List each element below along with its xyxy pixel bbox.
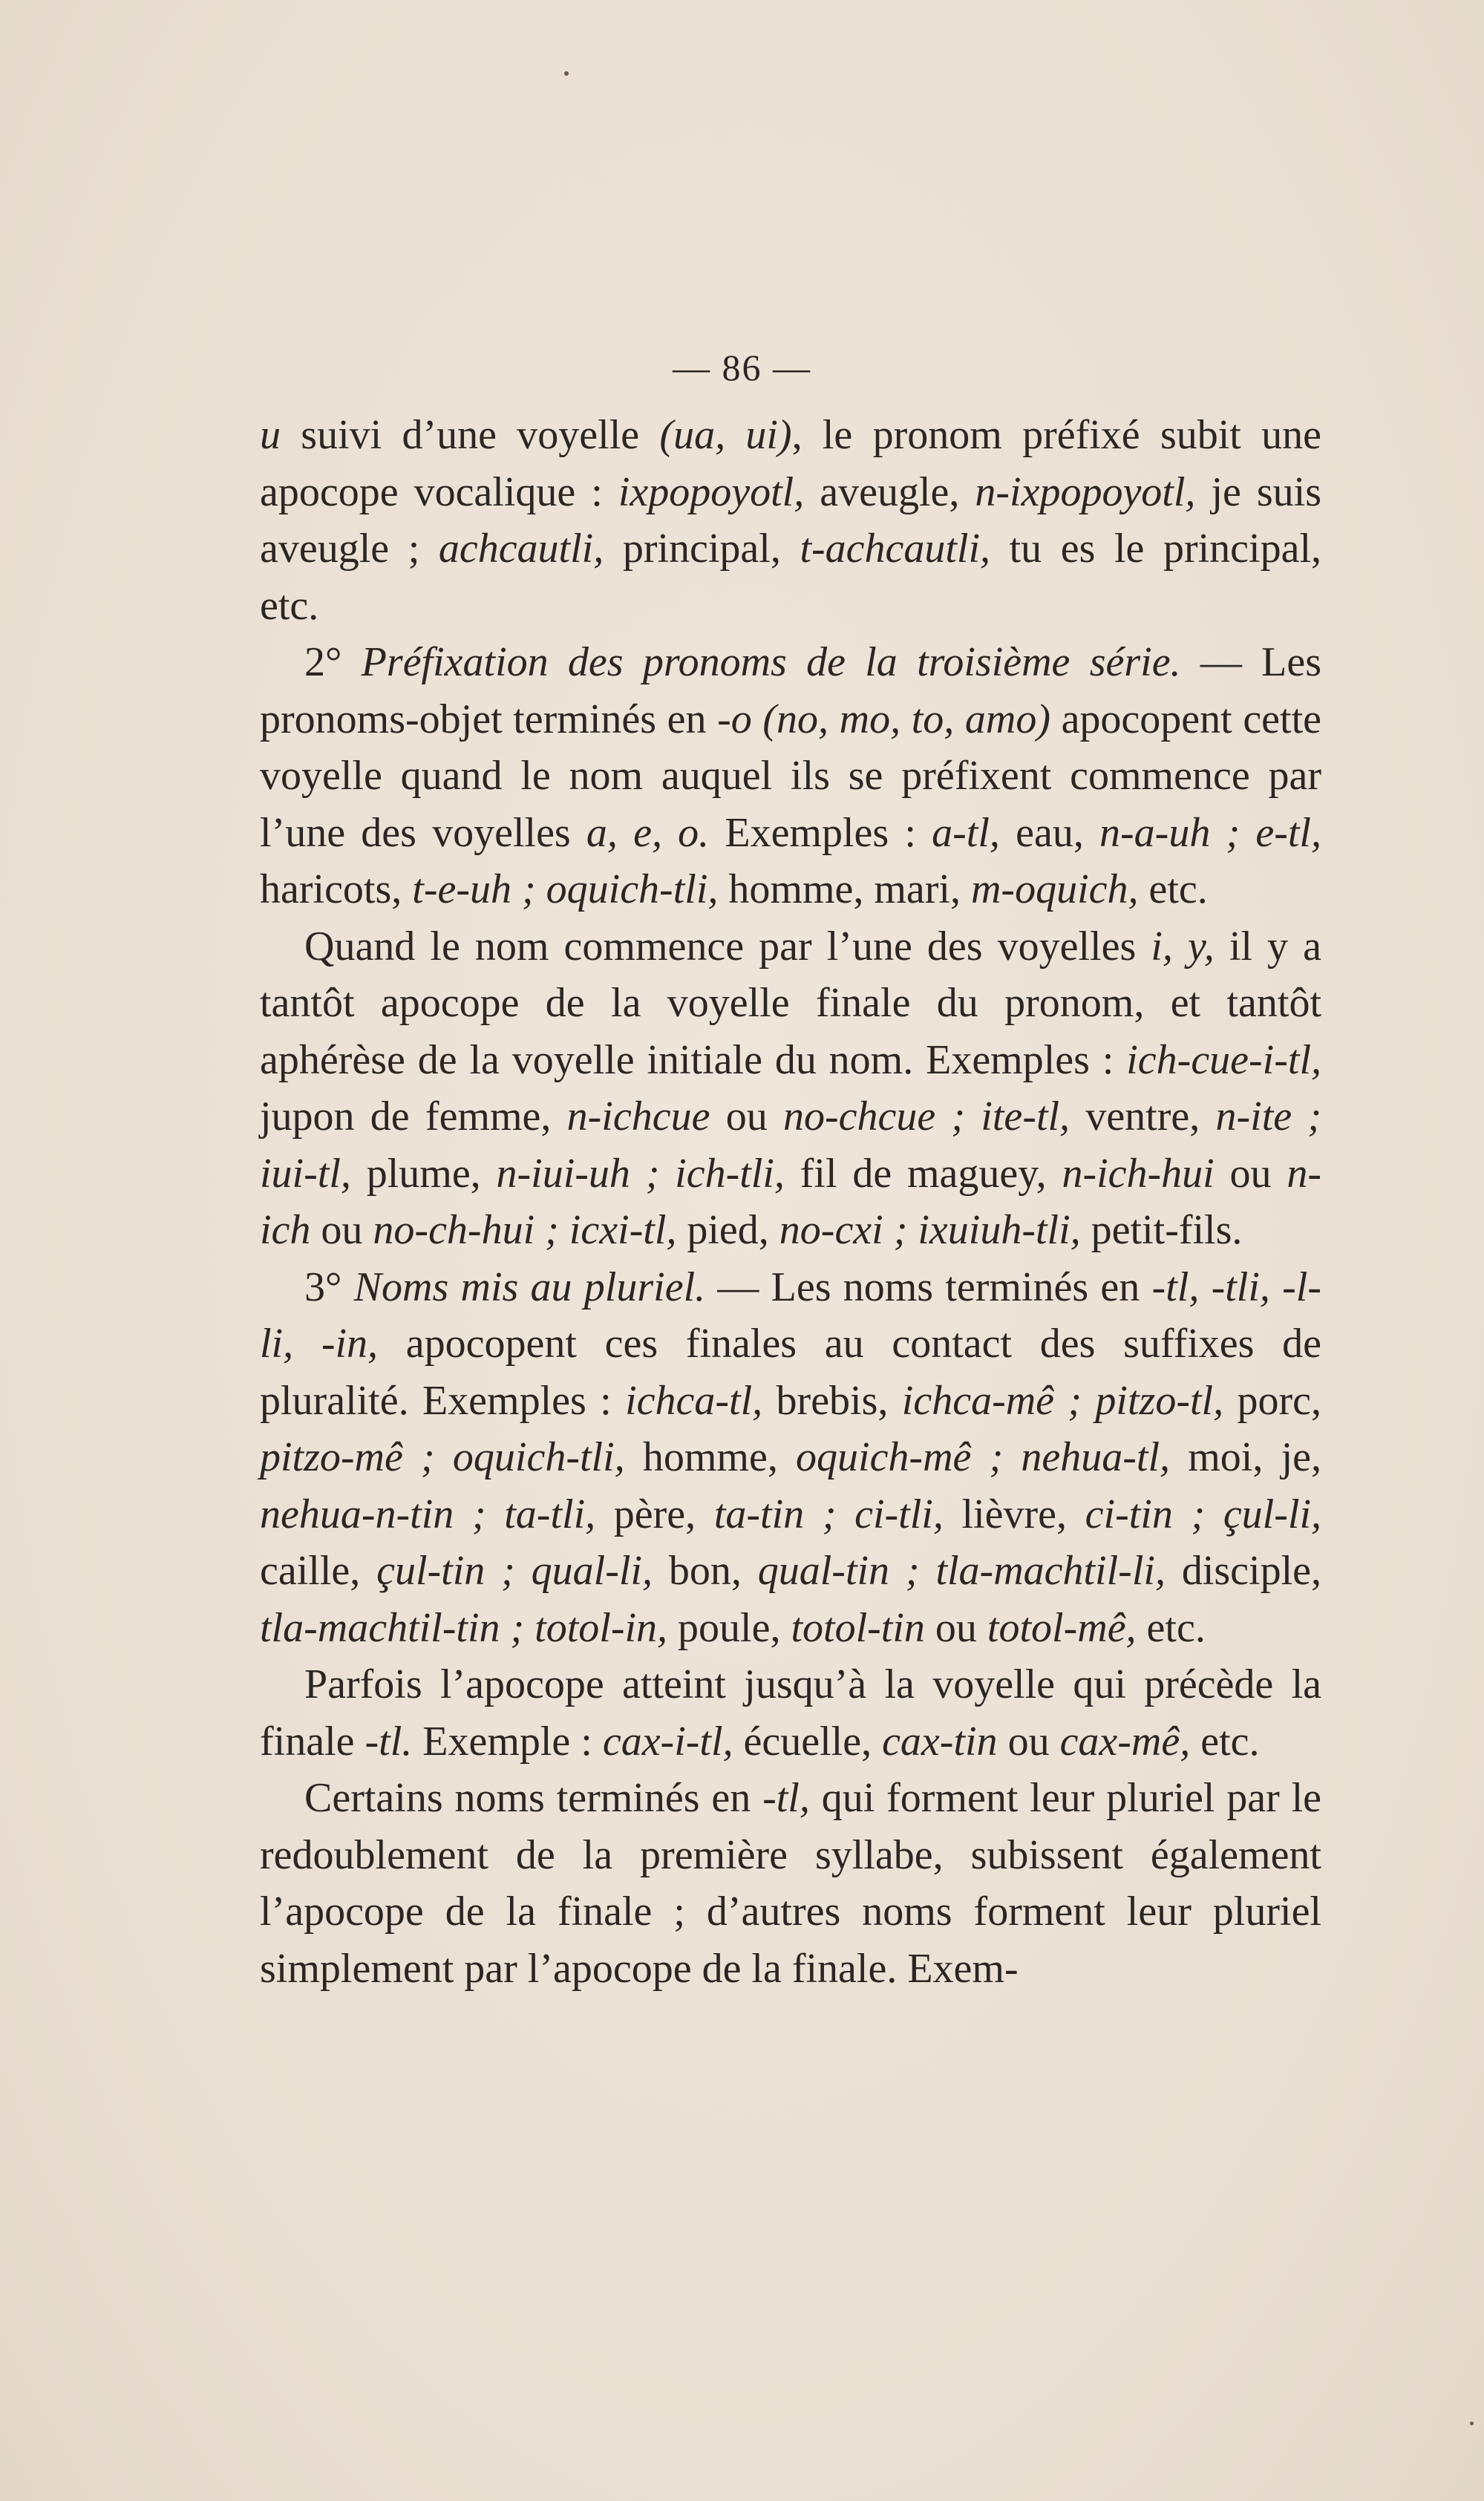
text-run: suivi d’une voyelle (281, 412, 660, 458)
text-run: eau, (999, 809, 1100, 856)
italic-run: cax-mê, (1059, 1718, 1191, 1765)
italic-run: pitzo-mê ; oquich-tli, (260, 1434, 625, 1480)
text-run: pied, (676, 1207, 779, 1253)
text-run: , le pronom préfixé subit une apocope vocalique : (260, 412, 1321, 515)
text-run: Exemples : (709, 809, 932, 856)
text-run: petit-fils. (1080, 1207, 1243, 1253)
text-run: ou (924, 1604, 987, 1651)
italic-run: t-achcautli, (800, 526, 991, 572)
paragraph-p1 (260, 407, 1321, 634)
text-run: ou (1214, 1150, 1287, 1197)
italic-run: ta-tin ; ci-tli, (713, 1491, 944, 1537)
italic-run: -tl, (762, 1775, 810, 1821)
italic-run: qual-tin ; tla-machtil-li, (757, 1548, 1166, 1594)
text-run: je suis aveugle ; (260, 468, 1322, 572)
text-run: etc. (1138, 866, 1208, 912)
text-run: aveugle, (804, 468, 975, 515)
italic-run: -tl, -tli, -l-li, -in, (260, 1263, 1321, 1367)
italic-run: ich-cue-i-tl, (1126, 1036, 1321, 1083)
text-run: — Les noms terminés en (705, 1263, 1152, 1310)
paragraph-p6 (260, 1770, 1321, 1997)
text-run: Certains noms terminés en (304, 1775, 763, 1821)
italic-run: totol-mê, (987, 1604, 1137, 1651)
text-run: homme, (624, 1434, 797, 1480)
text-run: brebis, (762, 1377, 902, 1424)
speck (564, 71, 569, 76)
text-run: écuelle, (733, 1718, 883, 1765)
italic-run: u (260, 412, 281, 458)
italic-run: Préfixation des pronoms de la troisième série. (361, 639, 1181, 685)
italic-run: no-ch-hui ; icxi-tl, (373, 1207, 677, 1253)
text-run: qui forment leur pluriel par le redoublement de la première syllabe, subissent également l’apocope de la finale ; d’autres noms forment leur pluriel simplement par l’apocope de la finale. Exem- (260, 1775, 1321, 1992)
text-run: homme, mari, (718, 866, 971, 912)
body-text (260, 407, 1321, 1997)
italic-run: cax-tin (882, 1718, 998, 1765)
text-run: ou (997, 1718, 1060, 1765)
text-run: lièvre, (943, 1491, 1085, 1537)
text-run: principal, (604, 526, 800, 572)
italic-run: n-a-uh ; e-tl, (1099, 809, 1321, 856)
italic-run: -o (no, mo, to, amo) (717, 696, 1050, 742)
text-run: père, (595, 1491, 714, 1537)
text-run: porc, (1223, 1377, 1321, 1424)
text-run: caille, (260, 1548, 377, 1594)
page-number: — 86 — (673, 347, 811, 388)
italic-run: achcautli, (438, 526, 604, 572)
paragraph-p3 (260, 918, 1321, 1259)
text-run: etc. (1136, 1604, 1206, 1651)
italic-run: no-chcue ; ite-tl, (782, 1093, 1070, 1140)
text-run: apocopent cette voyelle quand le nom auquel ils se préfixent commence par l’une des voyelles (260, 696, 1321, 856)
text-run: apocopent ces finales au contact des suffixes de pluralité. Exemples : (260, 1321, 1321, 1424)
italic-run: i, y, (1151, 923, 1215, 970)
italic-run: n-ixpopoyotl, (975, 468, 1196, 515)
italic-run: n-ich (260, 1150, 1321, 1253)
italic-run: nehua-n-tin ; ta-tli, (260, 1491, 596, 1537)
text-run: etc. (1190, 1718, 1260, 1765)
text-run: 2° (304, 639, 362, 685)
text-run: Parfois l’apocope atteint jusqu’à la voyelle qui précède la finale (260, 1661, 1321, 1765)
text-run: il y a tantôt apocope de la voyelle finale du pronom, et tantôt aphérèse de la voyelle initiale du nom. Exemples : (260, 923, 1321, 1083)
text-run: haricots, (260, 866, 413, 912)
italic-run: ichca-tl, (625, 1377, 763, 1424)
text-run: — Les pronoms-objet terminés en (260, 639, 1321, 742)
italic-run: n-ichcue (566, 1093, 710, 1140)
text-run: disciple, (1165, 1548, 1321, 1594)
italic-run: oquich-mê ; nehua-tl, (796, 1434, 1171, 1480)
text-run: jupon de femme, (260, 1093, 567, 1140)
italic-run: no-cxi ; ixuiuh-tli, (779, 1207, 1081, 1253)
italic-run: tla-machtil-tin ; totol-in, (260, 1604, 668, 1651)
text-run: ou (710, 1093, 783, 1140)
italic-run: ichca-mê ; pitzo-tl, (901, 1377, 1224, 1424)
italic-run: a-tl, (932, 809, 1000, 856)
italic-run: n-ite ; iui-tl, (260, 1093, 1322, 1197)
speck (1470, 2422, 1474, 2425)
text-run: Exemple : (412, 1718, 603, 1765)
paragraph-p4 (260, 1259, 1321, 1657)
paragraph-p2 (260, 634, 1321, 918)
italic-run: (ua, ui) (659, 412, 792, 458)
paragraph-p5 (260, 1656, 1321, 1770)
text-run: plume, (350, 1150, 497, 1197)
italic-run: n-iui-uh ; ich-tli, (496, 1150, 785, 1197)
italic-run: cax-i-tl, (602, 1718, 733, 1765)
italic-run: -tl. (365, 1718, 413, 1765)
italic-run: ixpopoyotl, (618, 468, 805, 515)
text-run: ventre, (1070, 1093, 1216, 1140)
italic-run: a, e, o. (586, 809, 710, 856)
text-run: tu es le principal, etc. (260, 526, 1321, 629)
text-run: fil de maguey, (784, 1150, 1062, 1197)
text-run: ou (310, 1207, 373, 1253)
italic-run: n-ich-hui (1062, 1150, 1215, 1197)
text-run: poule, (667, 1604, 791, 1651)
italic-run: t-e-uh ; oquich-tli, (412, 866, 719, 912)
italic-run: totol-tin (791, 1604, 925, 1651)
italic-run: m-oquich, (970, 866, 1139, 912)
italic-run: çul-tin ; qual-li, (376, 1548, 653, 1594)
text-run: 3° (304, 1263, 354, 1310)
text-run: bon, (653, 1548, 758, 1594)
italic-run: Noms mis au pluriel. (353, 1263, 706, 1310)
text-run: Quand le nom commence par l’une des voyelles (304, 923, 1151, 970)
text-run: moi, je, (1170, 1434, 1321, 1480)
italic-run: ci-tin ; çul-li, (1085, 1491, 1322, 1537)
